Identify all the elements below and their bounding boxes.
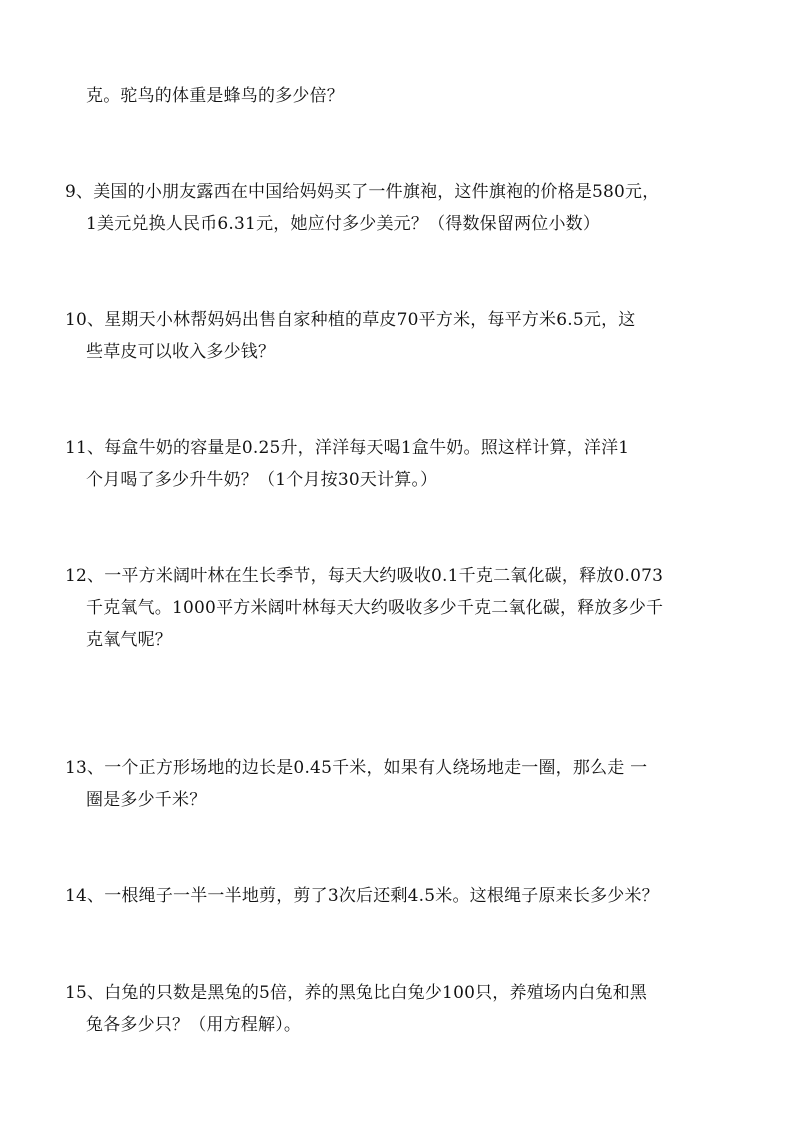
problem-13-line-2: 圈是多少千米？ (86, 790, 207, 810)
problem-9-line-2: 1美元兑换人民币6.31元，她应付多少美元？（得数保留两位小数） (86, 214, 601, 234)
problem-12-line-1: 12、一平方米阔叶林在生长季节，每天大约吸收0.1千克二氧化碳，释放0.073 (65, 566, 664, 586)
problem-13-line-1: 13、一个正方形场地的边长是0.45千米，如果有人绕场地走一圈，那么走 一 (65, 758, 648, 778)
problem-11-line-2: 个月喝了多少升牛奶？（1个月按30天计算。） (86, 470, 438, 490)
problem-8-line-2: 克。驼鸟的体重是蜂鸟的多少倍？ (86, 86, 344, 106)
problem-15-line-1: 15、白兔的只数是黑兔的5倍，养的黑兔比白兔少100只，养殖场内白兔和黑 (65, 983, 648, 1003)
problem-12-line-2: 千克氧气。1000平方米阔叶林每天大约吸收多少千克二氧化碳，释放多少千 (86, 598, 664, 618)
problem-10-line-2: 些草皮可以收入多少钱？ (86, 342, 276, 362)
problem-14-line-1: 14、一根绳子一半一半地剪，剪了3次后还剩4.5米。这根绳子原来长多少米？ (65, 886, 659, 906)
problem-12-line-3: 克氧气呢？ (86, 630, 172, 650)
problem-10-line-1: 10、星期天小林帮妈妈出售自家种植的草皮70平方米，每平方米6.5元，这 (65, 310, 636, 330)
problem-9-line-1: 9、美国的小朋友露西在中国给妈妈买了一件旗袍，这件旗袍的价格是580元， (65, 182, 660, 202)
problem-11-line-1: 11、每盒牛奶的容量是0.25升，洋洋每天喝1盒牛奶。照这样计算，洋洋1 (65, 438, 630, 458)
problem-15-line-2: 兔各多少只？（用方程解）。 (86, 1015, 302, 1035)
